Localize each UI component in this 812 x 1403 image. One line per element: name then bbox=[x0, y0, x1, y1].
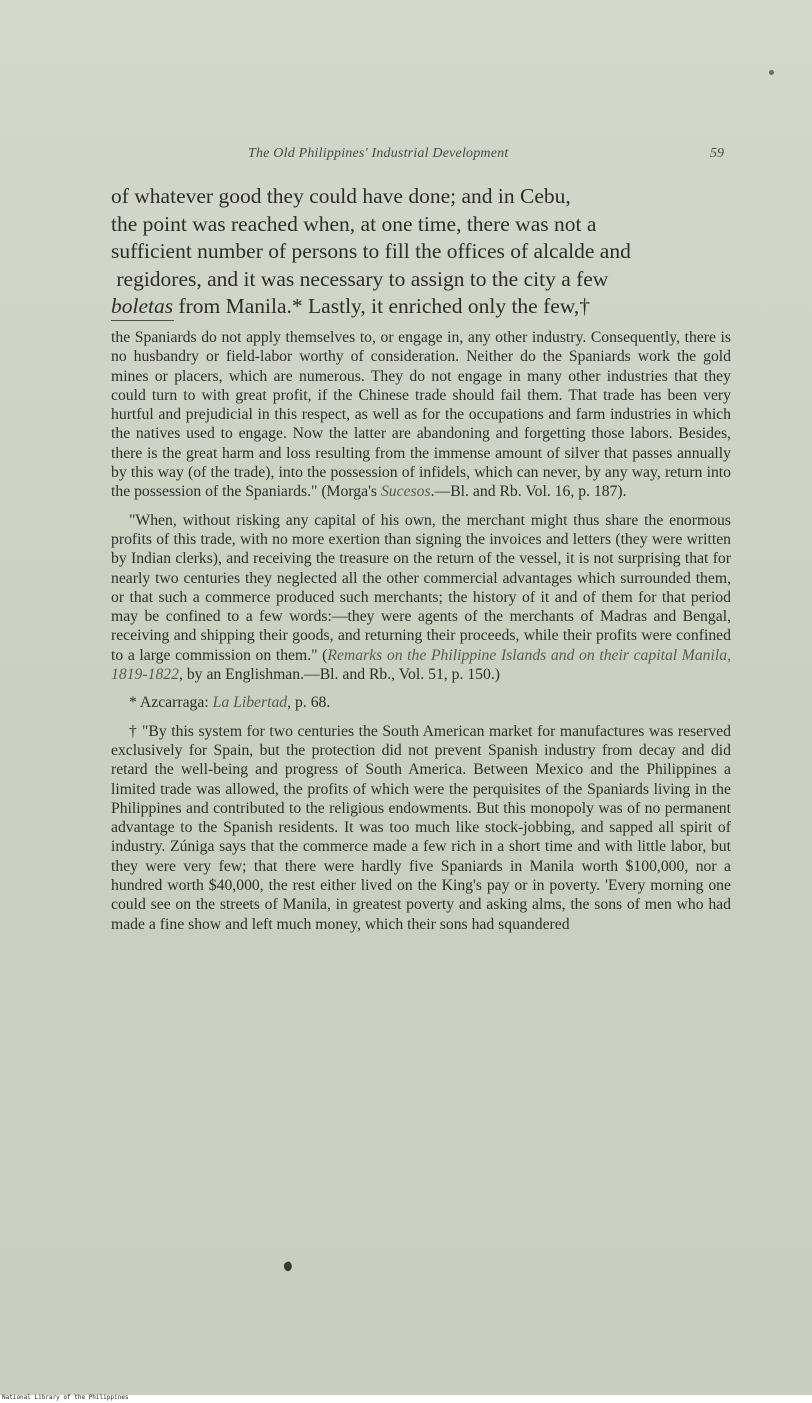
footnote-text: † "By this system for two centuries the South American market for manufactures was reserved exclusively for Spain, but the protection did not prevent Spanish industry from decay and did retard the well-being and progress of South America. Between Mexico and the Philippines a limited trade was allowed, the profits of which were the perquisites of the Spaniards living in the Philippines and contributed to the religious endowments. But this monopoly was of no permanent advantage to the Spanish residents. It was too much like stock-jobbing, and sapped all spirit of industry. Zúniga says that the commerce made a few rich in a short time and with little labor, but they were very few; that there were hardly five Spaniards in Manila worth $100,000, nor a hundred worth $40,000, the rest either lived on the King's pay or in poverty. 'Every morning one could see on the streets of Manila, in greatest poverty and asking alms, the sons of men who had made a fine show and left much money, which their sons had squandered bbox=[111, 722, 731, 933]
footnote-italic: Remarks on the Philippine Islands and on their capital Manila, 1819-1822 bbox=[111, 646, 732, 684]
body-line-rest: from Manila.* Lastly, it enriched only the few,† bbox=[173, 294, 591, 319]
footnote-italic: La Libertad bbox=[212, 694, 288, 712]
footnote-quote bbox=[111, 511, 731, 685]
footnote-dagger bbox=[111, 722, 731, 934]
body-line: the point was reached when, at one time, there was not a bbox=[111, 211, 597, 236]
footer-band bbox=[0, 1395, 812, 1403]
page-number: 59 bbox=[710, 146, 724, 161]
running-header bbox=[0, 146, 812, 166]
footnote-text: the Spaniards do not apply themselves to, or engage in, any other industry. Consequently, there is no husbandry or field-labor worthy of consideration. Neither do the Spaniards work the gold mines or placers, which are numerous. They do not engage in many other industries that they could turn to with great profit, if the Chinese trade should fail them. That trade has been very hurtful and prejudicial in this respect, as well as for the occupations and farm industries in which the natives used to engage. Now the latter are abandoning and forgetting those labors. Besides, there is the great harm and loss resulting from the immense amount of silver that passes annually by this way (of the trade), into the possession of infidels, which can never, by any way, return into the possession of the Spaniards." (Morga's bbox=[111, 329, 731, 501]
footnote-italic: Sucesos bbox=[380, 483, 431, 501]
library-credit: National Library of the Philippines bbox=[2, 1394, 129, 1401]
footnote-continued bbox=[111, 328, 731, 502]
footnote-tail: , p. 68. bbox=[287, 694, 331, 712]
body-text bbox=[111, 183, 731, 321]
footnote-tail: , by an Englishman.—Bl. and Rb., Vol. 51, p. 150.) bbox=[178, 666, 500, 684]
footnote-rule bbox=[111, 320, 174, 321]
body-italic-term: boletas bbox=[111, 294, 174, 319]
ink-speck bbox=[769, 70, 774, 75]
ink-smudge bbox=[282, 1261, 293, 1273]
footnote-text: "When, without risking any capital of his own, the merchant might thus share the enormous profits of this trade, with no more exertion than signing the invoices and letters (they were written by Indian clerks), and receiving the treasure on the return of the vessel, it is not surprising that for nearly two centuries they neglected all the other commercial advantages which surrounded them, or that such a commerce produced such merchants; the history of it and of them for that period may be confined to a few words:—they were agents of the merchants of Madras and Bengal, receiving and shipping their goods, and returning their proceeds, while their profits were confined to a large commission on them." ( bbox=[111, 511, 731, 664]
running-title: The Old Philippines' Industrial Development bbox=[248, 146, 509, 161]
body-line: sufficient number of persons to fill the offices of alcalde and bbox=[111, 239, 631, 264]
body-line: of whatever good they could have done; and in Cebu, bbox=[111, 184, 571, 208]
footnote-tail: .—Bl. and Rb. Vol. 16, p. 187). bbox=[430, 483, 627, 501]
body-line: regidores, and it was necessary to assign to the city a few bbox=[111, 266, 609, 291]
body-line bbox=[111, 293, 731, 321]
footnotes bbox=[111, 328, 731, 943]
footnote-text: * Azcarraga: bbox=[129, 694, 213, 712]
footnote-star bbox=[111, 693, 731, 712]
